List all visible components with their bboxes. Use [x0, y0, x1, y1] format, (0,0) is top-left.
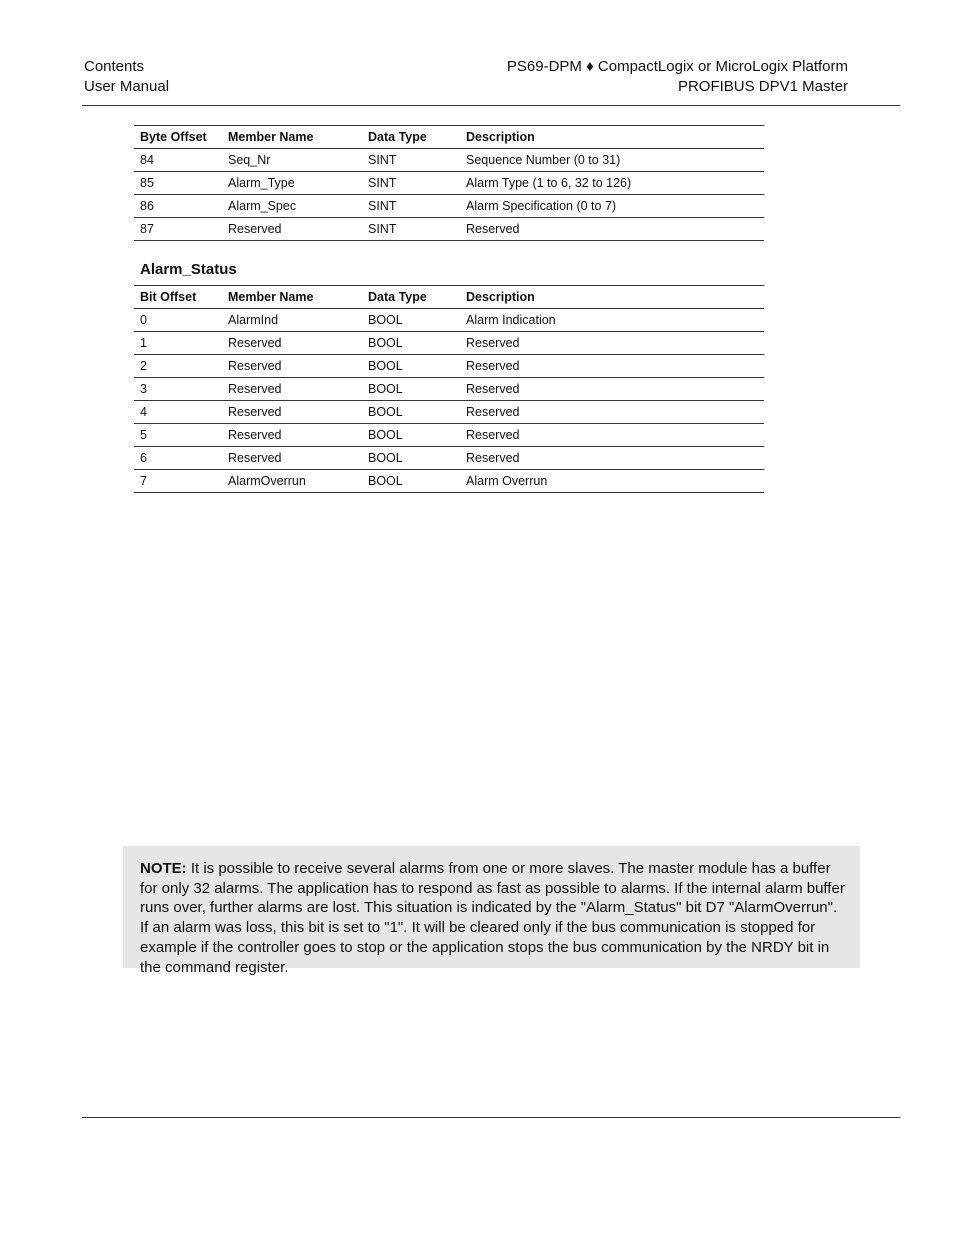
table-cell: Alarm_Spec [222, 195, 362, 218]
table-cell: Reserved [460, 332, 764, 355]
table-cell: Reserved [460, 401, 764, 424]
table-row [134, 332, 764, 355]
table-cell: Reserved [222, 424, 362, 447]
table-cell: 7 [134, 470, 222, 493]
header-contents: Contents [84, 58, 145, 75]
column-header: Data Type [362, 126, 460, 149]
table-cell: Reserved [222, 332, 362, 355]
table-cell: BOOL [362, 424, 460, 447]
table-cell: 1 [134, 332, 222, 355]
table-cell: SINT [362, 172, 460, 195]
table-cell: Seq_Nr [222, 149, 362, 172]
column-header: Bit Offset [134, 286, 222, 309]
table-cell: BOOL [362, 401, 460, 424]
table-cell: BOOL [362, 470, 460, 493]
table-cell: Reserved [222, 447, 362, 470]
table-cell: Reserved [460, 447, 764, 470]
table-cell: Alarm Indication [460, 309, 764, 332]
column-header: Description [460, 126, 764, 149]
note-box [123, 846, 860, 976]
byte-offset-table [134, 125, 764, 241]
table-cell: Reserved [460, 378, 764, 401]
table-cell: 86 [134, 195, 222, 218]
table-row [134, 218, 764, 241]
column-header: Data Type [362, 286, 460, 309]
column-header: Member Name [222, 126, 362, 149]
table-row [134, 172, 764, 195]
header-right [507, 57, 848, 96]
table-cell: BOOL [362, 355, 460, 378]
table-cell: Alarm Specification (0 to 7) [460, 195, 764, 218]
table-cell: 87 [134, 218, 222, 241]
table-cell: AlarmInd [222, 309, 362, 332]
table-cell: SINT [362, 218, 460, 241]
table-cell: 4 [134, 401, 222, 424]
note-paragraph [140, 859, 846, 977]
table-cell: SINT [362, 195, 460, 218]
header-user-manual: User Manual [84, 77, 170, 95]
footer-divider [82, 1117, 900, 1118]
table-row [134, 378, 764, 401]
section-title-alarm-status: Alarm_Status [140, 261, 237, 278]
column-header: Description [460, 286, 764, 309]
table-cell: BOOL [362, 447, 460, 470]
table-cell: 5 [134, 424, 222, 447]
table-cell: Alarm Overrun [460, 470, 764, 493]
header-left [84, 57, 169, 96]
table-cell: SINT [362, 149, 460, 172]
table-row [134, 401, 764, 424]
table-cell: 2 [134, 355, 222, 378]
alarm-status-table [134, 285, 764, 493]
table-cell: Reserved [222, 401, 362, 424]
table-row [134, 149, 764, 172]
table-cell: AlarmOverrun [222, 470, 362, 493]
header-divider [82, 105, 900, 106]
table-row [134, 424, 764, 447]
table-cell: 85 [134, 172, 222, 195]
table-cell: Reserved [460, 218, 764, 241]
table-cell: Sequence Number (0 to 31) [460, 149, 764, 172]
table-cell: Alarm_Type [222, 172, 362, 195]
table-cell: Reserved [222, 218, 362, 241]
table-header-row [134, 286, 764, 309]
table-cell: 84 [134, 149, 222, 172]
table-cell: 3 [134, 378, 222, 401]
table-row [134, 447, 764, 470]
table-row [134, 195, 764, 218]
header-product-subtitle: PROFIBUS DPV1 Master [677, 77, 848, 95]
table-cell: Reserved [222, 378, 362, 401]
header-product-title: PS69-DPM ♦ CompactLogix or MicroLogix Platform [506, 58, 848, 75]
column-header: Byte Offset [134, 126, 222, 149]
table-row [134, 309, 764, 332]
table-cell: Reserved [460, 424, 764, 447]
table-cell: 0 [134, 309, 222, 332]
table-header-row [134, 126, 764, 149]
table-cell: Alarm Type (1 to 6, 32 to 126) [460, 172, 764, 195]
table-row [134, 470, 764, 493]
table-cell: 6 [134, 447, 222, 470]
table-cell: Reserved [222, 355, 362, 378]
note-label: NOTE: [140, 860, 187, 877]
table-cell: BOOL [362, 378, 460, 401]
table-row [134, 355, 764, 378]
table-cell: Reserved [460, 355, 764, 378]
note-text: It is possible to receive several alarms from one or more slaves. The master module has a buffer for only 32 alarms. The application has to respond as fast as possible to alarms. If the internal alarm buffer runs over, further alarms are lost. This situation is indicated by the "Alarm_Status" bit D7 "AlarmOverrun". If an alarm was loss, this bit is set to "1". It will be cleared only if the bus communication is stopped for example if the controller goes to stop or the application stops the bus communication by the NRDY bit in the command register. [140, 860, 845, 976]
table-cell: BOOL [362, 332, 460, 355]
table-cell: BOOL [362, 309, 460, 332]
column-header: Member Name [222, 286, 362, 309]
